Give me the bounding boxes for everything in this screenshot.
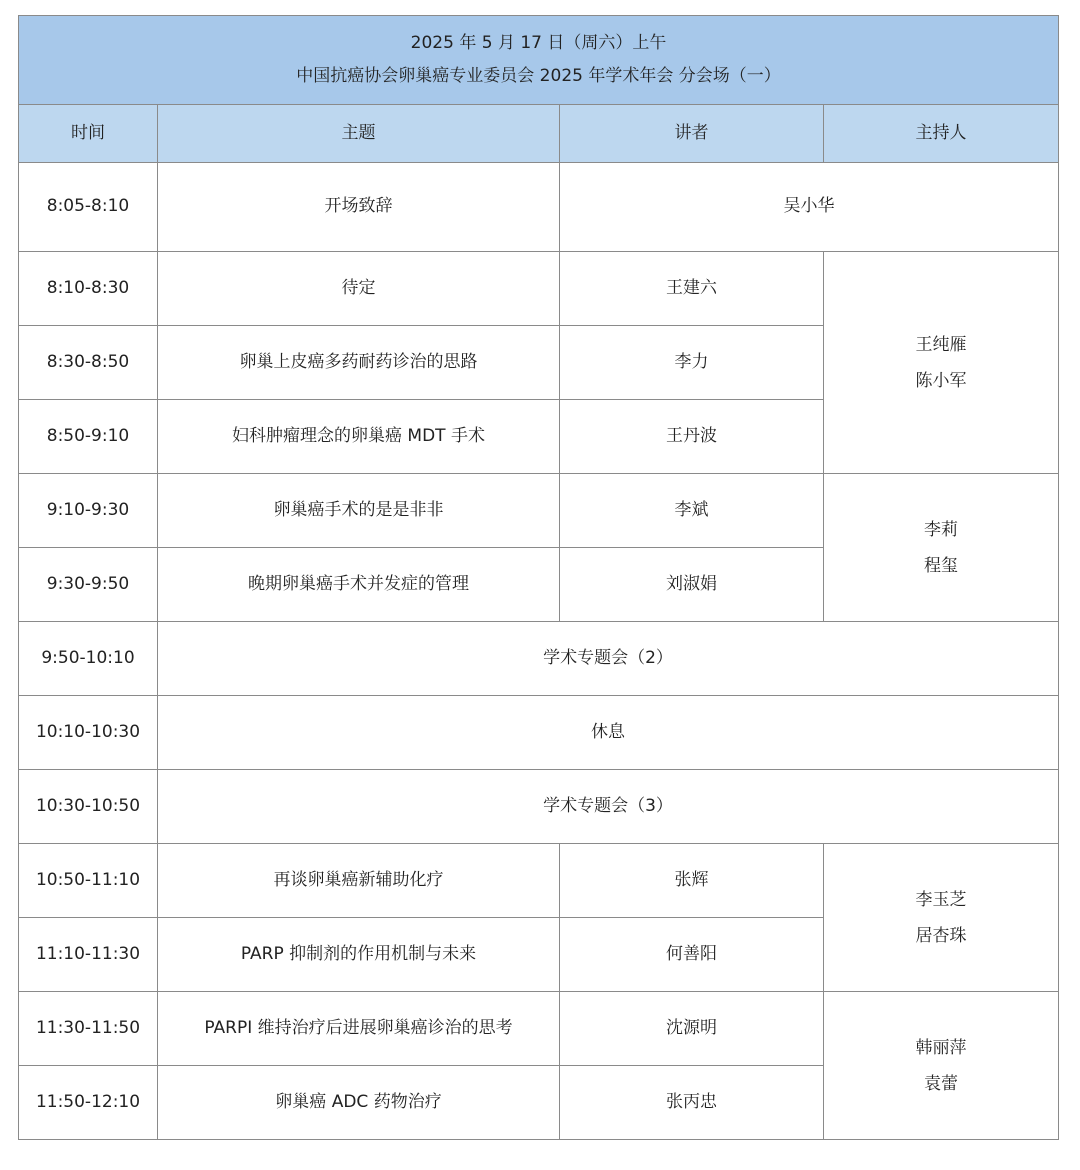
topic-cell: 妇科肿瘤理念的卵巢癌 MDT 手术 xyxy=(158,400,560,474)
time-cell: 10:10-10:30 xyxy=(19,696,158,770)
speaker-cell: 沈源明 xyxy=(560,992,824,1066)
table-row xyxy=(19,696,1059,770)
table-row xyxy=(19,770,1059,844)
time-cell: 9:30-9:50 xyxy=(19,548,158,622)
column-header-speaker: 讲者 xyxy=(560,105,824,163)
table-row xyxy=(19,252,1059,326)
topic-cell: PARP 抑制剂的作用机制与未来 xyxy=(158,918,560,992)
column-header-time: 时间 xyxy=(19,105,158,163)
host-name: 李莉 xyxy=(924,519,959,540)
speaker-cell: 刘淑娟 xyxy=(560,548,824,622)
speaker-cell: 张丙忠 xyxy=(560,1066,824,1140)
break-cell: 休息 xyxy=(158,696,1059,770)
host-name: 居杏珠 xyxy=(915,925,967,946)
table-title xyxy=(19,16,1059,105)
host-name: 陈小军 xyxy=(915,370,967,391)
speaker-cell: 李力 xyxy=(560,326,824,400)
table-row xyxy=(19,844,1059,918)
topic-cell: 卵巢癌 ADC 药物治疗 xyxy=(158,1066,560,1140)
host-cell xyxy=(824,844,1059,992)
topic-cell: 待定 xyxy=(158,252,560,326)
host-cell xyxy=(824,474,1059,622)
host-name: 王纯雁 xyxy=(915,334,967,355)
host-cell xyxy=(824,252,1059,474)
time-cell: 11:10-11:30 xyxy=(19,918,158,992)
time-cell: 9:50-10:10 xyxy=(19,622,158,696)
speaker-cell: 李斌 xyxy=(560,474,824,548)
speaker-cell: 张辉 xyxy=(560,844,824,918)
time-cell: 11:50-12:10 xyxy=(19,1066,158,1140)
date-heading: 2025 年 5 月 17 日（周六）上午 xyxy=(410,32,667,53)
topic-cell: 开场致辞 xyxy=(158,163,560,252)
table-row xyxy=(19,622,1059,696)
host-cell xyxy=(824,992,1059,1140)
table-row xyxy=(19,474,1059,548)
host-name: 程玺 xyxy=(924,555,959,576)
speaker-cell: 何善阳 xyxy=(560,918,824,992)
host-name: 袁蕾 xyxy=(924,1073,959,1094)
column-header-row xyxy=(19,105,1059,163)
time-cell: 9:10-9:30 xyxy=(19,474,158,548)
topic-cell: 晚期卵巢癌手术并发症的管理 xyxy=(158,548,560,622)
table-row xyxy=(19,992,1059,1066)
time-cell: 8:50-9:10 xyxy=(19,400,158,474)
host-name: 韩丽萍 xyxy=(915,1037,967,1058)
time-cell: 10:50-11:10 xyxy=(19,844,158,918)
column-header-host: 主持人 xyxy=(824,105,1059,163)
time-cell: 8:05-8:10 xyxy=(19,163,158,252)
time-cell: 10:30-10:50 xyxy=(19,770,158,844)
time-cell: 8:30-8:50 xyxy=(19,326,158,400)
table-row xyxy=(19,163,1059,252)
session-cell: 学术专题会（2） xyxy=(158,622,1059,696)
speaker-cell: 吴小华 xyxy=(560,163,1059,252)
topic-cell: 卵巢癌手术的是是非非 xyxy=(158,474,560,548)
time-cell: 11:30-11:50 xyxy=(19,992,158,1066)
session-heading: 中国抗癌协会卵巢癌专业委员会 2025 年学术年会 分会场（一） xyxy=(296,66,781,86)
time-cell: 8:10-8:30 xyxy=(19,252,158,326)
topic-cell: 再谈卵巢癌新辅助化疗 xyxy=(158,844,560,918)
topic-cell: 卵巢上皮癌多药耐药诊治的思路 xyxy=(158,326,560,400)
column-header-topic: 主题 xyxy=(158,105,560,163)
topic-cell: PARPI 维持治疗后进展卵巢癌诊治的思考 xyxy=(158,992,560,1066)
session-cell: 学术专题会（3） xyxy=(158,770,1059,844)
speaker-cell: 王丹波 xyxy=(560,400,824,474)
speaker-cell: 王建六 xyxy=(560,252,824,326)
schedule-table xyxy=(18,15,1059,1140)
host-name: 李玉芝 xyxy=(915,889,967,910)
